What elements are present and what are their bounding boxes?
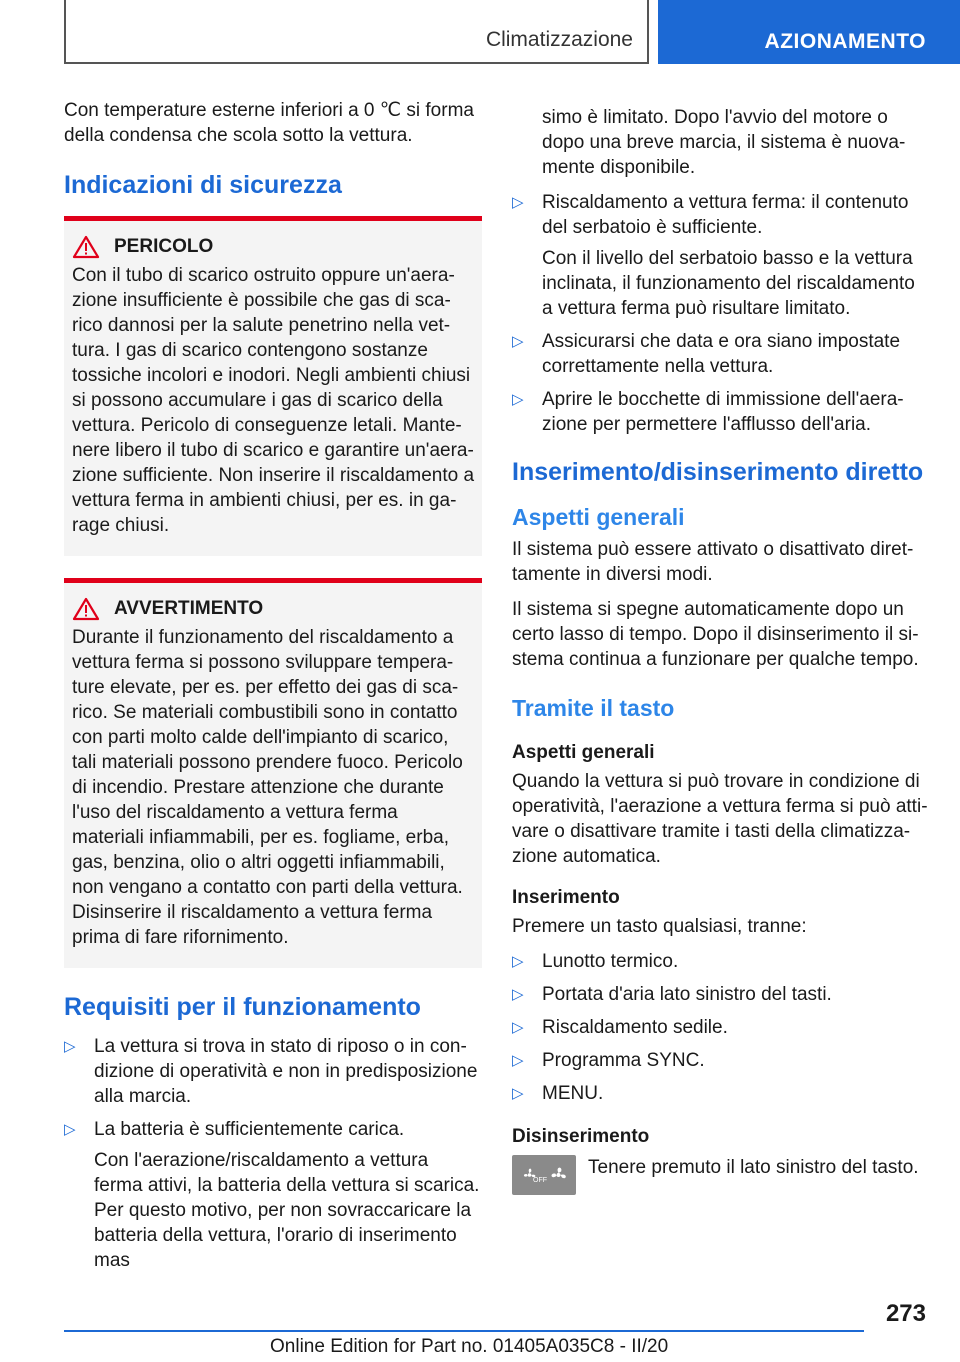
- on-text: Premere un tasto qualsiasi, tranne:: [512, 916, 807, 937]
- triangle-bullet-icon: ▷: [512, 1019, 524, 1036]
- triangle-bullet-icon: ▷: [512, 333, 524, 350]
- general-p1: Il sistema può essere attivato o disattivato direttamente in diversi modi.: [512, 539, 914, 585]
- tank-note: Con il livello del serbatoio basso e la vettura inclinata, il funzionamento del riscaldamento a vettura ferma può risultare limitato.: [542, 248, 915, 319]
- footer-divider: [64, 1330, 864, 1332]
- button-heading: Tramite il tasto: [512, 695, 675, 721]
- list-item: ▷ Portata d'aria lato sinistro del tasti.: [512, 984, 832, 1005]
- list-item: ▷ Aprire le bocchette di immissione dell'aerazione per permettere l'afflusso dell'aria.: [512, 389, 904, 435]
- list-item: ▷ La vettura si trova in stato di riposo o in condizione di operatività e non in predisposizione alla marcia.: [64, 1036, 478, 1107]
- triangle-bullet-icon: ▷: [512, 1085, 524, 1102]
- triangle-bullet-icon: ▷: [512, 391, 524, 408]
- list-item: ▷ Assicurarsi che data e ora siano impostate correttamente nella vettura.: [512, 331, 901, 377]
- general-p2: Il sistema si spegne automaticamente dopo un certo lasso di tempo. Dopo il disinserimento il sistema continua a funzionare per qualche tempo.: [512, 599, 919, 670]
- warning-text: Durante il funzionamento del riscaldamento a vettura ferma si possono sviluppare temperature elevate, per es. per effetto dei gas di scarico. Se materiali combustibili sono in contatto con parti molto calde dell'impianto di scarico, tali materiali possono prendere fuoco. Pericolo di incendio. Prestare attenzione che durante l'uso del riscaldamento a vettura ferma materiali infiammabili, per es. fogliame, erba, gas, benzina, olio o altri oggetti infiammabili, non vengano a contatto con parti della vettura. Disinserire il riscaldamento a vettura ferma prima di fare rifornimento.: [72, 627, 463, 948]
- intro-paragraph: Con temperature esterne inferiori a 0 ℃ si forma della condensa che scola sotto la vettura.: [64, 100, 474, 146]
- triangle-bullet-icon: ▷: [512, 953, 524, 970]
- exceptions-list: [512, 949, 930, 1106]
- danger-text: Con il tubo di scarico ostruito oppure un'aerazione insufficiente è possibile che gas di scarico dannosi per la salute penetrino nella vettura. I gas di scarico contengono sostanze tossiche incolori e inodori. Negli ambienti chiusi si possono accumulare i gas di scarico della vettura. Pericolo di conseguenze letali. Mantenere libero il tubo di scarico e garantire un'aerazione sufficiente. Non inserire il riscaldamento a vettura ferma in ambienti chiusi, per es. in garage chiusi.: [72, 265, 475, 536]
- requirements-list-cont: [512, 190, 930, 437]
- triangle-bullet-icon: ▷: [512, 1052, 524, 1069]
- footer-edition: Online Edition for Part no. 01405A035C8 - II/20: [270, 1336, 669, 1357]
- header-chapter-title: AZIONAMENTO: [764, 30, 926, 53]
- right-column: [512, 105, 930, 1195]
- list-item: ▷ La batteria è sufficientemente carica. Con l'aerazione/riscaldamento a vettura ferma attivi, la batteria della vettura si scarica. Per questo motivo, per non sovraccaricare la batteria della vettura, l'orario di inserimento mas: [64, 1117, 482, 1273]
- header-chapter-tab[interactable]: [658, 0, 960, 64]
- list-item: ▷ Riscaldamento a vettura ferma: il contenuto del serbatoio è sufficiente. Con il livello del serbatoio basso e la vettura inclinata, il funzionamento del riscaldamento a vettura ferma può risultare limitato.: [512, 190, 930, 321]
- continued-text: simo è limitato. Dopo l'avvio del motore o dopo una breve marcia, il sistema è nuovamente disponibile.: [542, 107, 906, 178]
- left-column: [64, 98, 482, 1281]
- off-subheading: Disinserimento: [512, 1126, 650, 1147]
- direct-heading: Inserimento/disinserimento diretto: [512, 458, 924, 486]
- button-general-subheading: Aspetti generali: [512, 742, 655, 763]
- warning-box: [64, 578, 482, 968]
- triangle-bullet-icon: ▷: [64, 1038, 76, 1055]
- warning-triangle-icon: [72, 235, 100, 259]
- battery-note: Con l'aerazione/riscaldamento a vettura ferma attivi, la batteria della vettura si scarica. Per questo motivo, per non sovraccaricare la batteria della vettura, l'orario di inserimento mas: [94, 1150, 480, 1271]
- warning-title: AVVERTIMENTO: [114, 598, 264, 619]
- list-item: ▷ Programma SYNC.: [512, 1050, 705, 1071]
- on-subheading: Inserimento: [512, 887, 620, 908]
- fan-off-button-image: [512, 1155, 576, 1195]
- triangle-bullet-icon: ▷: [512, 986, 524, 1003]
- fan-large-icon: [547, 1164, 570, 1186]
- off-instruction: [512, 1155, 930, 1195]
- page-number: 273: [885, 1300, 926, 1327]
- off-text: Tenere premuto il lato sinistro del tasto.: [588, 1157, 919, 1178]
- warning-triangle-icon: [72, 597, 100, 621]
- safety-heading: Indicazioni di sicurezza: [64, 171, 342, 199]
- danger-box: [64, 216, 482, 556]
- requirements-list: [64, 1034, 482, 1273]
- button-general-text: Quando la vettura si può trovare in condizione di operatività, l'aerazione a vettura ferma si può attivare o disattivare tramite i tasti della climatizzazione automatica.: [512, 771, 928, 867]
- list-item: ▷ MENU.: [512, 1083, 604, 1104]
- triangle-bullet-icon: ▷: [64, 1121, 76, 1138]
- triangle-bullet-icon: ▷: [512, 194, 524, 211]
- header-section-title: Climatizzazione: [485, 28, 633, 51]
- requirements-heading: Requisiti per il funzionamento: [64, 993, 421, 1021]
- general-heading: Aspetti generali: [512, 504, 685, 530]
- list-item: ▷ Lunotto termico.: [512, 951, 679, 972]
- list-item: ▷ Riscaldamento sedile.: [512, 1017, 728, 1038]
- danger-title: PERICOLO: [114, 236, 214, 257]
- off-label: OFF: [533, 1176, 547, 1184]
- header-section-box: [64, 0, 649, 64]
